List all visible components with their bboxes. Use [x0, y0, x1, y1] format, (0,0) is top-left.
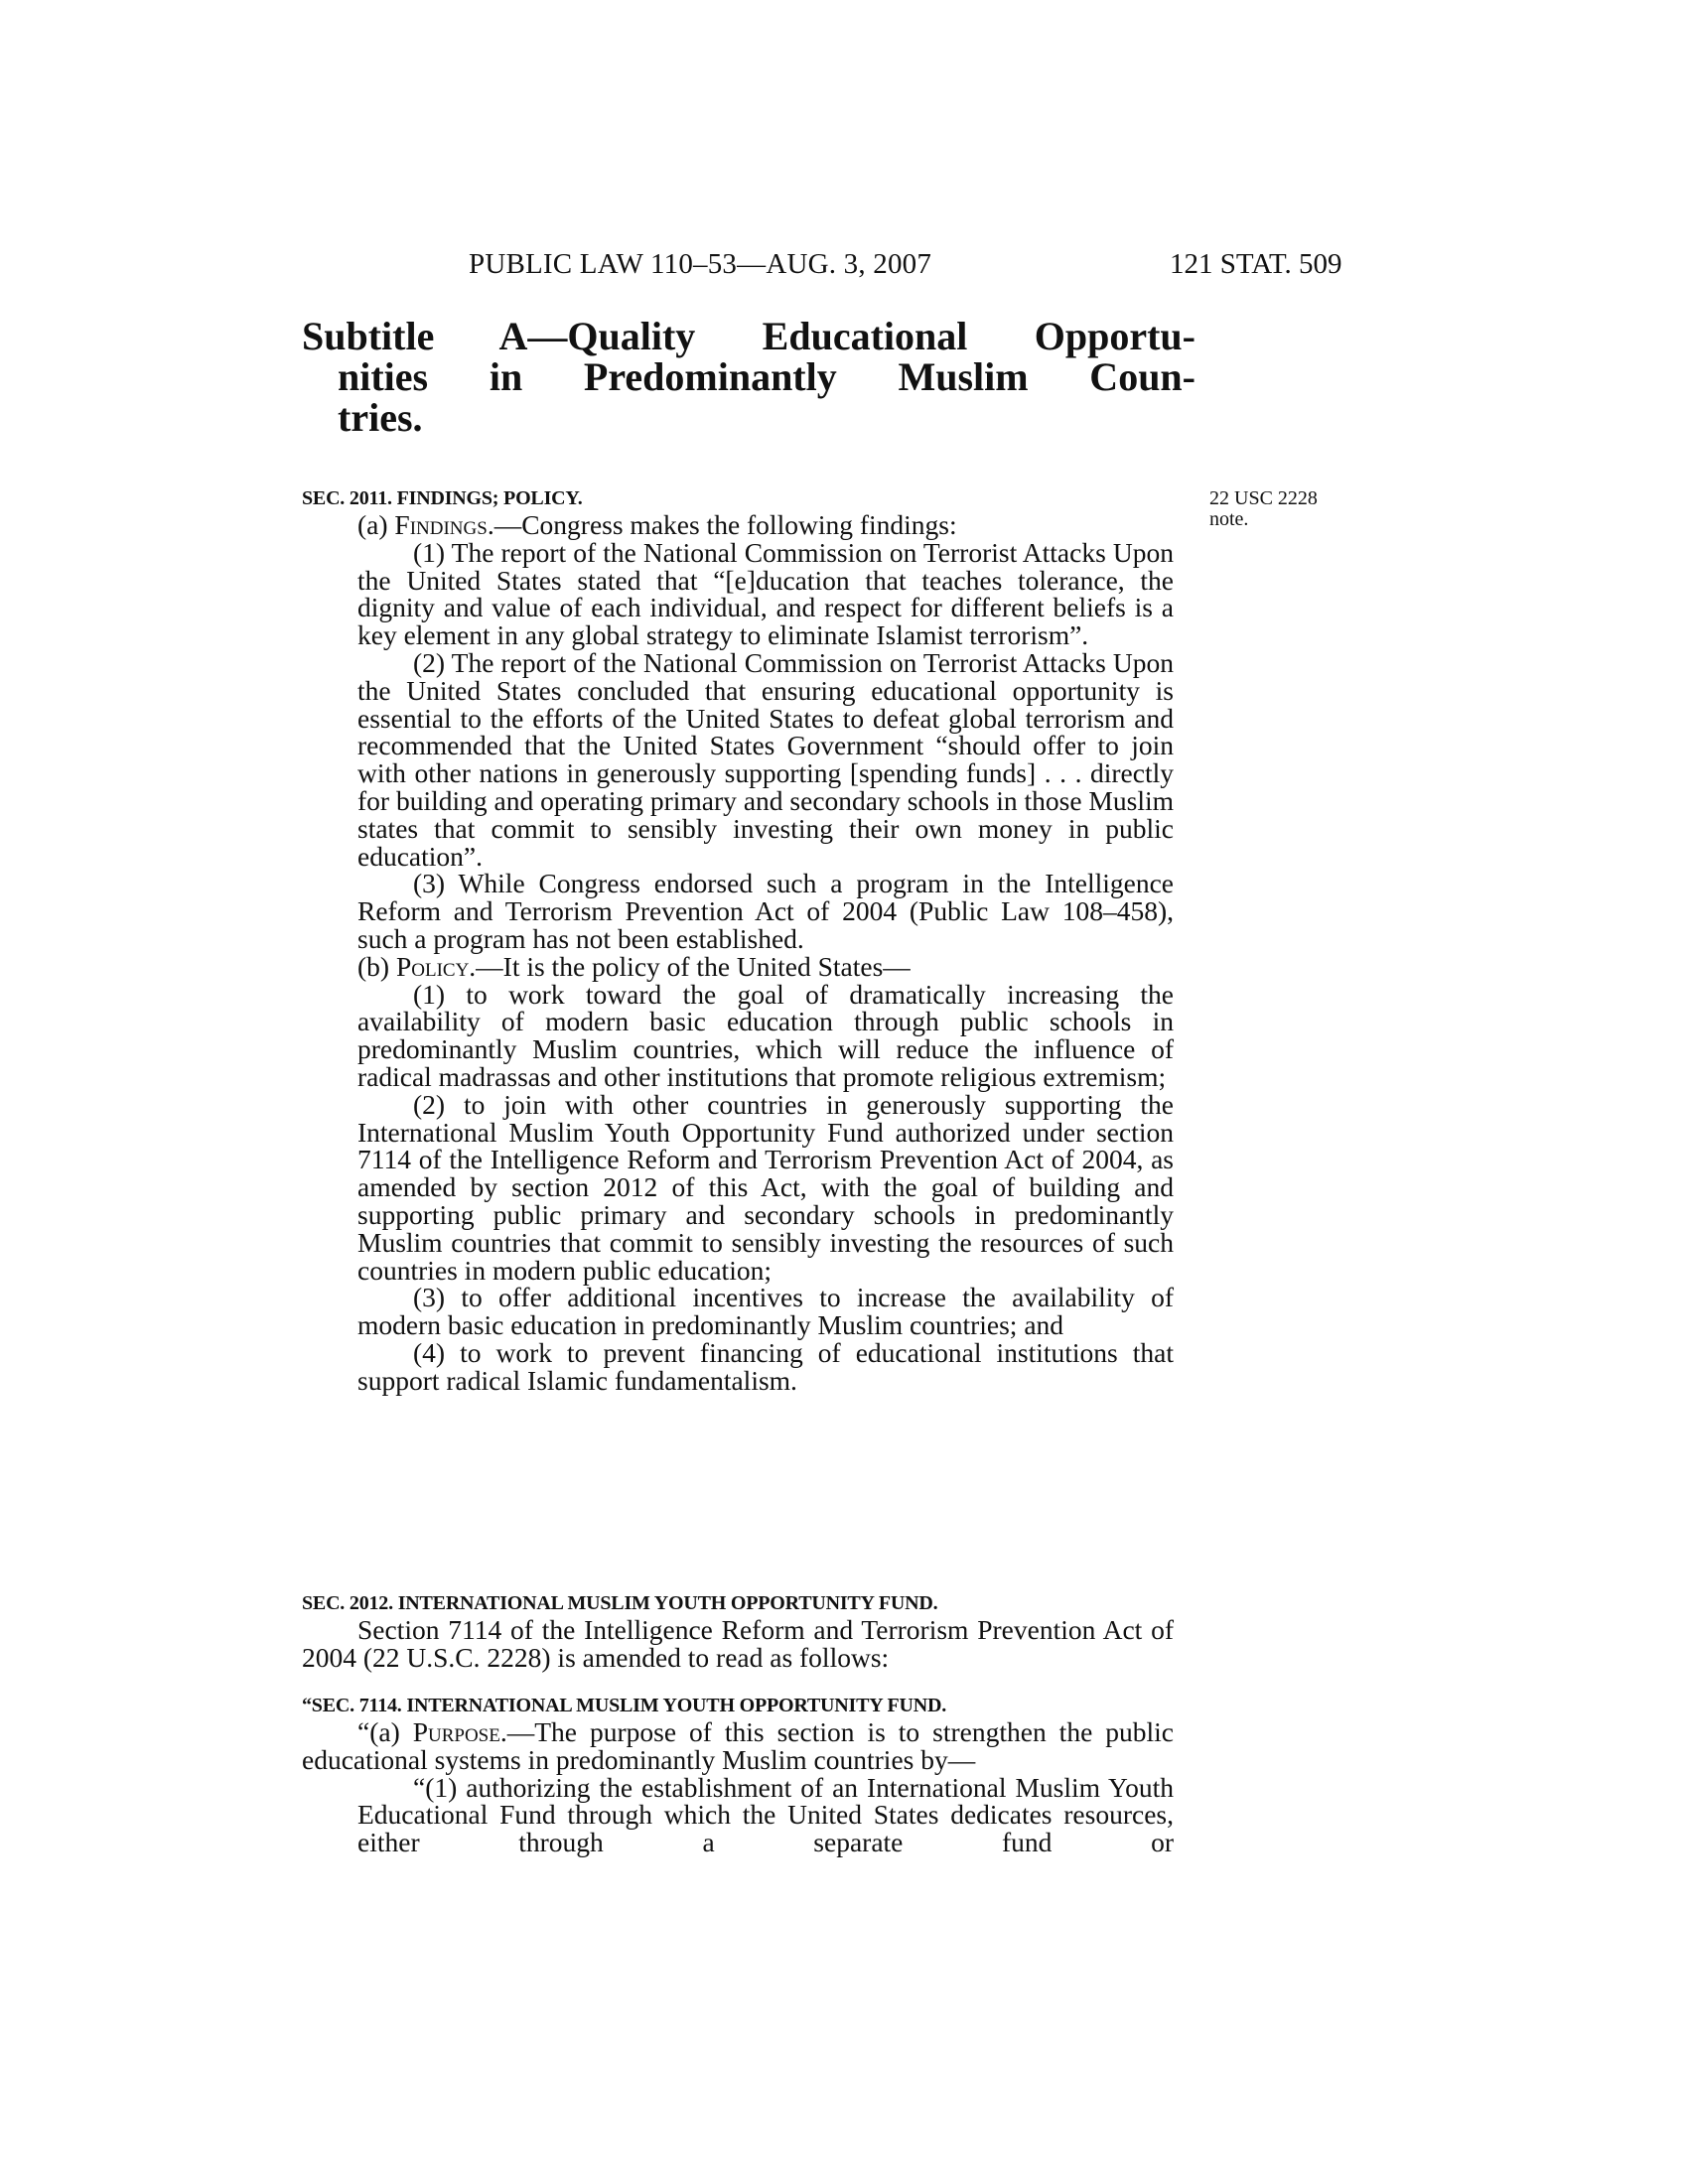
finding-2: (2) The report of the National Commission on Terrorist Attacks Upon the United States concluded that ensuring educational opportunity is essential to the efforts of the United States to defeat global terrorism and recommended that the United States Government “should offer to join with other nations in generously supporting [spending funds] . . . directly for building and operating primary and secondary schools in those Muslim states that commit to sensibly investing their own money in public education”.	[357, 646, 1174, 872]
section-7114-body	[302, 1718, 1174, 1856]
purpose-paragraph-1: “(1) authorizing the establishment of an International Muslim Youth Educational Fund through which the United States dedicates resources, either through a separate fund or	[357, 1771, 1174, 1858]
section-7114-heading: “SEC. 7114. INTERNATIONAL MUSLIM YOUTH OPPORTUNITY FUND.	[302, 1695, 947, 1716]
margin-note	[1209, 488, 1318, 530]
subsection-label: “(a)	[357, 1716, 413, 1747]
section-2012-body	[302, 1616, 1174, 1672]
subsection-text: .—Congress makes the following findings:	[487, 509, 957, 540]
subsection-b-policy	[357, 950, 1174, 982]
subsection-label: (b)	[357, 950, 396, 982]
subtitle-heading	[302, 316, 1196, 438]
policy-2: (2) to join with other countries in generously supporting the International Muslim Youth Opportunity Fund authorized under section 7114 of the Intelligence Reform and Terrorism Prevention Act of 2004, as amended by section 2012 of this Act, with the goal of building and supporting public primary and secondary schools in predominantly Muslim countries that commit to sensibly investing the resources of such countries in modern public education;	[357, 1088, 1174, 1286]
finding-3: (3) While Congress endorsed such a program in the Intelligence Reform and Terrorism Prevention Act of 2004 (Public Law 108–458), such a program has not been established.	[357, 868, 1174, 954]
subsection-label: (a)	[357, 509, 395, 540]
policy-4: (4) to work to prevent financing of educational institutions that support radical Islamic fundamentalism.	[357, 1336, 1174, 1396]
subsection-a-findings	[357, 511, 1174, 539]
margin-note-citation: 22 USC 2228	[1209, 487, 1318, 509]
subsection-caption: Findings	[394, 509, 488, 540]
margin-note-label: note.	[1209, 508, 1249, 530]
section-2012-heading: SEC. 2012. INTERNATIONAL MUSLIM YOUTH OPPORTUNITY FUND.	[302, 1592, 938, 1614]
subsection-caption: Policy	[395, 950, 470, 982]
policy-3: (3) to offer additional incentives to increase the availability of modern basic education in predominantly Muslim countries; and	[357, 1282, 1174, 1341]
policy-1: (1) to work toward the goal of dramatically increasing the availability of modern basic education through public schools in predominantly Muslim countries, which will reduce the influence of radical madrassas and other institutions that promote religious extremism;	[357, 978, 1174, 1092]
statute-page-number: 121 STAT. 509	[1170, 248, 1342, 280]
subsection-text: .—The purpose of this section is to strengthen the public educational systems in predominantly Muslim countries by—	[302, 1716, 1174, 1775]
finding-1: (1) The report of the National Commission on Terrorist Attacks Upon the United States stated that “[e]ducation that teaches tolerance, the dignity and value of each individual, and respect for different beliefs is a key element in any global strategy to eliminate Islamist terrorism”.	[357, 536, 1174, 651]
running-head: PUBLIC LAW 110–53—AUG. 3, 2007	[469, 248, 932, 280]
purpose-subsection	[302, 1718, 1174, 1774]
section-2011-heading: SEC. 2011. FINDINGS; POLICY.	[302, 487, 583, 509]
subtitle-line-1: Subtitle A—Quality Educational Opportu-	[302, 314, 1196, 358]
subsection-caption: Purpose	[412, 1716, 500, 1747]
section-2011-body	[357, 511, 1174, 1395]
subtitle-line-3: tries.	[338, 395, 423, 440]
section-2012-text: Section 7114 of the Intelligence Reform and Terrorism Prevention Act of 2004 (22 U.S.C. 2228) is amended to read as follows:	[302, 1614, 1174, 1673]
subtitle-line-2: nities in Predominantly Muslim Coun-	[338, 354, 1196, 399]
subsection-text: .—It is the policy of the United States—	[469, 950, 911, 982]
